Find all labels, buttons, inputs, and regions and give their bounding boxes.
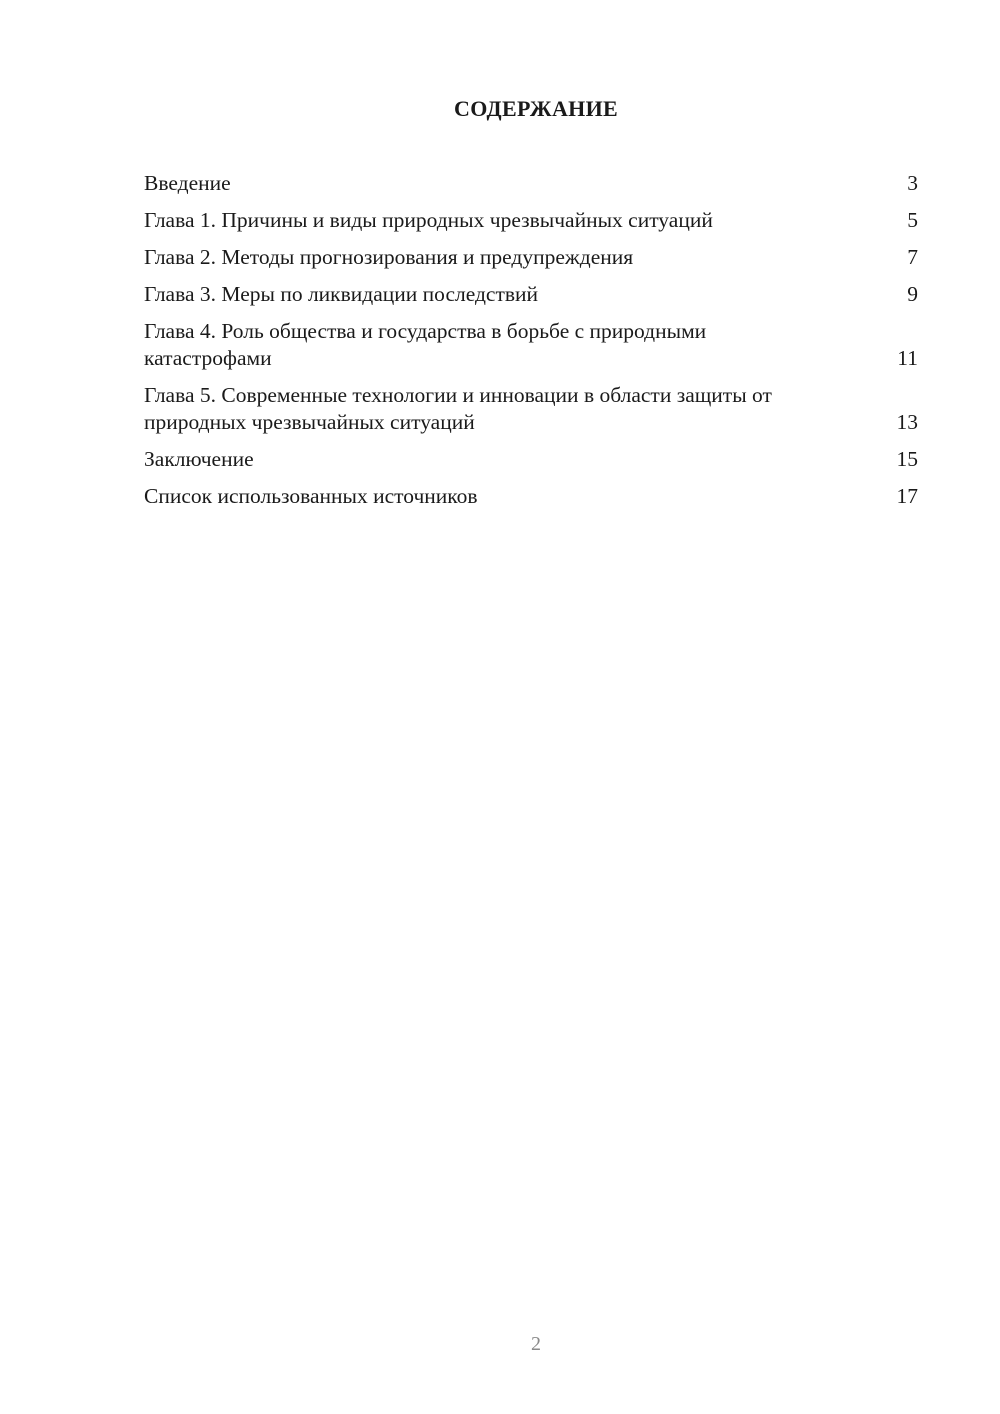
toc-entry-page: 13 <box>896 410 918 434</box>
toc-entry-page: 15 <box>896 447 918 471</box>
toc-entry-chapter-5[interactable] <box>144 382 918 436</box>
toc-entry-title: Введение <box>144 171 231 195</box>
toc-entry-chapter-4[interactable] <box>144 318 918 372</box>
toc-entry-conclusion[interactable] <box>144 446 918 473</box>
toc-entry-chapter-2[interactable] <box>144 244 918 271</box>
toc-entry-page: 3 <box>907 171 918 195</box>
toc-entry-page: 7 <box>907 245 918 269</box>
toc-entry-page: 17 <box>896 484 918 508</box>
toc-entry-page: 5 <box>907 208 918 232</box>
toc-entry-chapter-3[interactable] <box>144 281 918 308</box>
toc-entry-title: Заключение <box>144 447 254 471</box>
toc-entry-title: Глава 3. Меры по ликвидации последствий <box>144 282 539 306</box>
page-number: 2 <box>531 1333 541 1355</box>
toc-entry-chapter-1[interactable] <box>144 207 918 234</box>
toc-entry-page: 9 <box>907 282 918 306</box>
page-title: СОДЕРЖАНИЕ <box>454 96 618 121</box>
toc-entry-page: 11 <box>897 346 918 370</box>
toc-entry-introduction[interactable] <box>144 170 918 197</box>
toc-entry-title: Глава 4. Роль общества и государства в борьбе с природными катастрофами <box>144 319 707 370</box>
toc-entry-title: Список использованных источников <box>144 484 478 508</box>
toc-entry-title: Глава 2. Методы прогнозирования и предупреждения <box>144 245 634 269</box>
table-of-contents <box>144 170 918 520</box>
toc-entry-title: Глава 1. Причины и виды природных чрезвычайных ситуаций <box>144 208 713 232</box>
toc-entry-references[interactable] <box>144 483 918 510</box>
toc-entry-title: Глава 5. Современные технологии и инновации в области защиты от природных чрезвычайных ситуаций <box>144 383 772 434</box>
